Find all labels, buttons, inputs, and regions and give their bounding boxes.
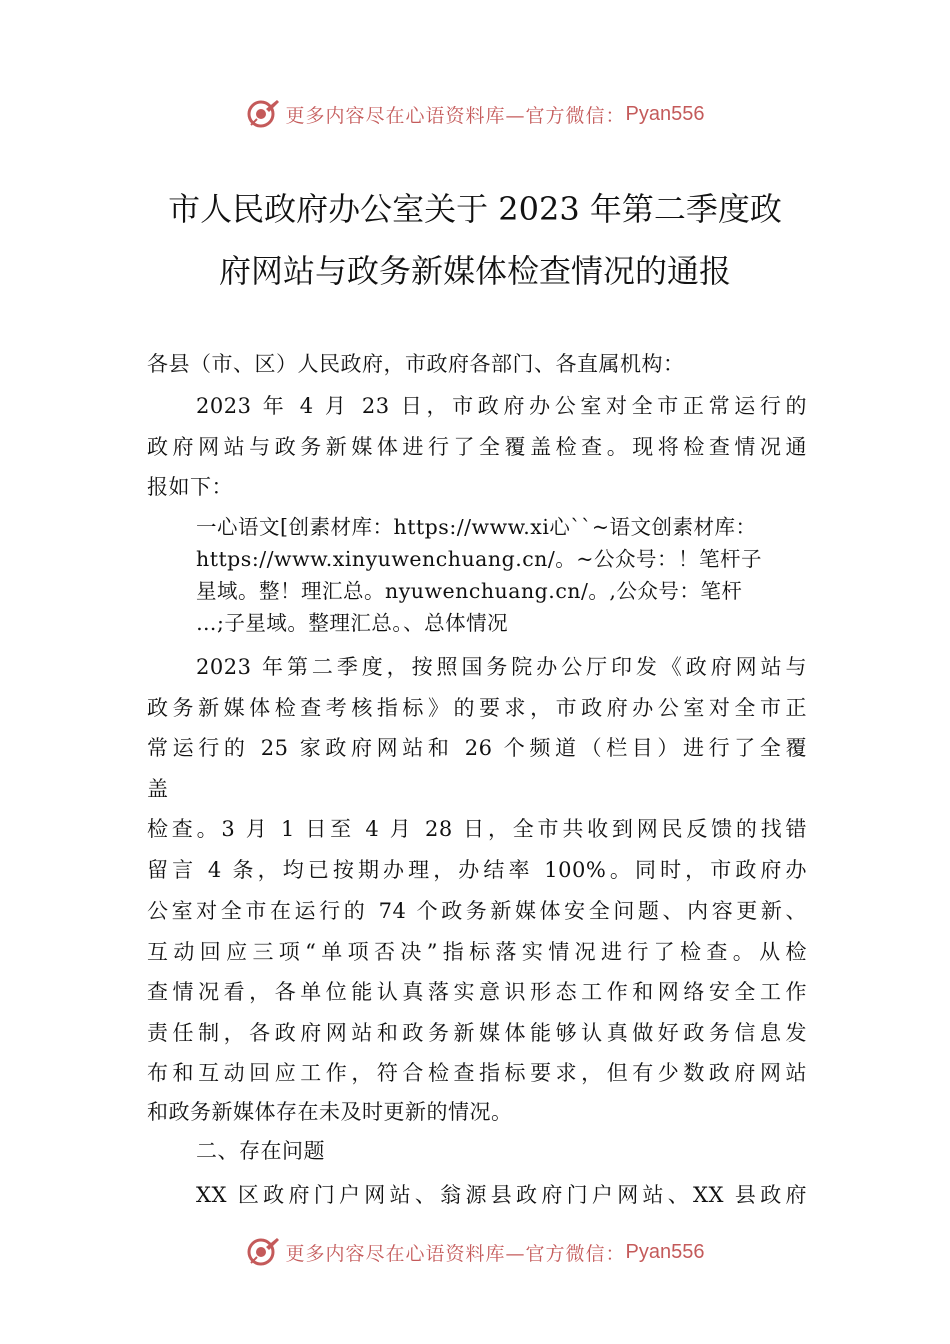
banner-account: Pyan556: [625, 102, 705, 125]
pen-logo-icon: [246, 1235, 280, 1269]
section2-line: XX 区政府门户网站、翁源县政府门户网站、XX 县政府: [196, 1183, 807, 1207]
section1-line: 2023 年第二季度，按照国务院办公厅印发《政府网站与: [196, 655, 807, 679]
section2-heading: 二、存在问题: [196, 1139, 325, 1163]
document-title-line-2: 府网站与政务新媒体检查情况的通报: [218, 252, 731, 290]
section1-line: 检查。3 月 1 日至 4 月 28 日，全市共收到网民反馈的找错: [147, 817, 807, 841]
watermark-text-line: …;子星域。整理汇总。、总体情况: [196, 611, 509, 635]
section1-line: 和政务新媒体存在未及时更新的情况。: [147, 1100, 513, 1124]
section1-line: 责任制，各政府网站和政务新媒体能够认真做好政务信息发: [147, 1021, 807, 1045]
section1-line: 布和互动回应工作，符合检查指标要求，但有少数政府网站: [147, 1061, 807, 1085]
watermark-text-line: https://www.xinyuwenchuang.cn/。~公众号：！笔杆子: [196, 547, 762, 571]
document-title-line-1: 市人民政府办公室关于 2023 年第二季度政: [168, 190, 782, 228]
section1-line: 盖: [147, 777, 169, 801]
intro-line: 2023 年 4 月 23 日，市政府办公室对全市正常运行的: [196, 394, 807, 418]
header-banner: [0, 94, 950, 134]
section1-line: 查情况看，各单位能认真落实意识形态工作和网络安全工作: [147, 980, 807, 1004]
banner-text: 更多内容尽在心语资料库—官方微信：: [285, 1242, 626, 1265]
banner-account: Pyan556: [625, 1240, 705, 1263]
intro-line: 政府网站与政务新媒体进行了全覆盖检查。现将检查情况通: [147, 435, 807, 459]
watermark-text-line: 星域。整！理汇总。nyuwenchuang.cn/。,公众号：笔杆: [196, 579, 743, 603]
section1-line: 留言 4 条，均已按期办理，办结率 100%。同时，市政府办: [147, 858, 807, 882]
section1-line: 常运行的 25 家政府网站和 26 个频道（栏目）进行了全覆: [147, 736, 807, 760]
section1-line: 互动回应三项“单项否决”指标落实情况进行了检查。从检: [147, 940, 807, 964]
banner-text: 更多内容尽在心语资料库—官方微信：: [285, 104, 626, 127]
intro-line: 报如下：: [147, 475, 233, 499]
salutation: 各县（市、区）人民政府，市政府各部门、各直属机构：: [147, 352, 685, 376]
watermark-text-line: 一心语文[创素材库：https://www.xi心``~语文创素材库：: [196, 515, 757, 539]
pen-logo-icon: [246, 97, 280, 131]
section1-line: 公室对全市在运行的 74 个政务新媒体安全问题、内容更新、: [147, 899, 807, 923]
footer-banner: [0, 1232, 950, 1272]
section1-line: 政务新媒体检查考核指标》的要求，市政府办公室对全市正: [147, 696, 807, 720]
